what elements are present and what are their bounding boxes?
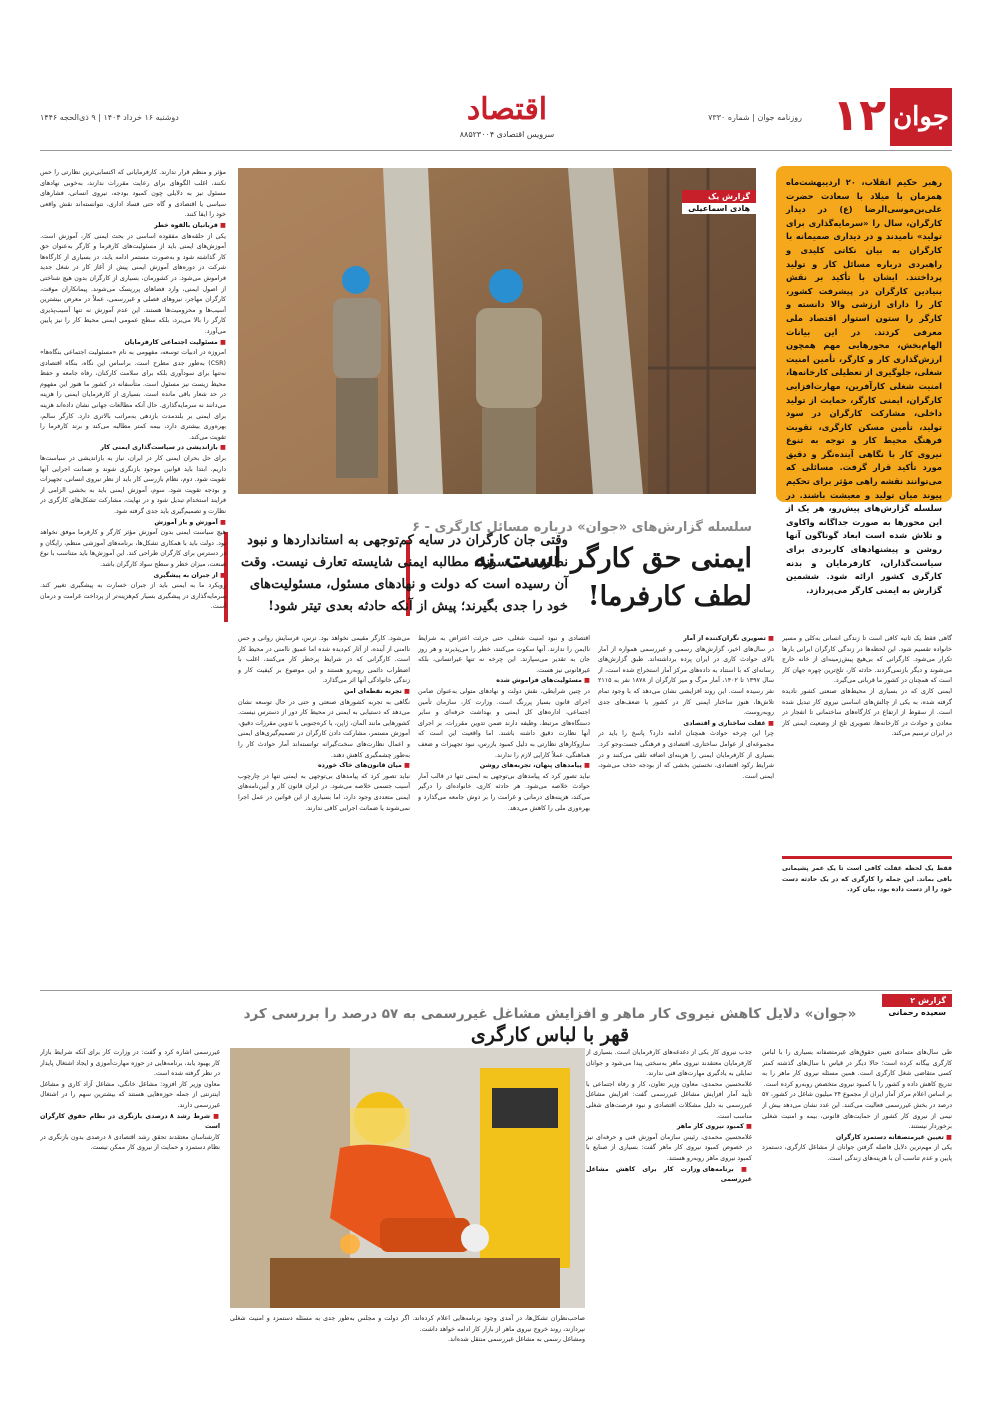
- paragraph: غلامحسین محمدی، رئیس سازمان آموزش فنی و حرفه‌ای نیز در خصوص کمبود نیروی کار ماهر گفت: بسیاری از صنایع با کمبود نیروی ماهر روبه‌رو هستند.: [586, 1133, 752, 1162]
- welder-photo-illustration: [230, 1048, 585, 1308]
- intro-box-text: رهبر حکیم انقلاب، ۲۰ اردیبهشت‌ماه همزمان با میلاد با سعادت حضرت علی‌بن‌موسی‌الرضا (ع) در دیدار کارگران، سال را «سرمایه‌گذاری برای تولید» نامیدند و در دیداری صمیمانه با کارگران به بیان نکاتی کلیدی و راهبردی درباره مسائل کار و تولید پرداختند. ایشان با تأکید بر نقش بنیادین کارگران در پیشرفت کشور، کار را دارای ارزشی والا دانسته و کارگر را ستون استوار اقتصاد ملی معرفی کردند. در این بیانات الهام‌بخش، محورهایی مهم همچون ارزش‌گذاری کار و کارگر، تأمین امنیت شغلی، جلوگیری از تعطیلی کارخانه‌ها، امنیت شغلی کارآفرین، مهارت‌افزایی کارگران، ایمنی کارگر، حمایت از تولید داخلی، مشارکت کارگران در سود تولید، تأمین مسکن کارگری، تقویت فرهنگ محیط کار و توجه به تنوع نیروی کار با نگاهی آینده‌نگر و دقیق مورد تأکید قرار گرفت. مسائلی که می‌توانند نقشه راهی مؤثر برای تحکیم پیوند میان تولید و معیشت باشند. در سلسله گزارش‌های پیش‌رو، هر یک از این محورها به صورت جداگانه واکاوی و تلاش شده است ابعاد گوناگون آنها روشن و پیشنهادهای کاربردی برای سیاست‌گذاران، کارفرمایان و بدنه کارگری کشور ارائه شود. ششمین گزارش به ایمنی کارگر می‌پردازد.: [786, 177, 942, 595]
- report1-lead: وقتی جان کارگران در سایه کم‌توجهی به استانداردها و نبود نظارت می‌سوزد، مطالبه ایمنی شایسته تعارف نیست. وقت آن رسیده است که دولت و نهادهای مسئول، مسئولیت‌های خود را جدی بگیرند؛ پیش از آنکه حادثه بعدی تیتر شود!: [241, 533, 568, 614]
- header-rule: [40, 150, 952, 151]
- subheading: ■ میان قانون‌های خاک خورده: [238, 761, 410, 772]
- welder-photo: [230, 1048, 585, 1308]
- paragraph: طی سال‌های متمادی تعیین حقوق‌های غیرمتصفانه بسیاری را با لباس کارگری بیگانه کرده است؛ حالا دیگر در قیاس با سال‌های گذشته کمتر کسی متقاضی شغل کارگری است. همین مسئله نیروی کار ماهر را به تدریج کاهش داده و کشور را با کمبود نیروی متخصص روبه‌رو کرده است.: [762, 1049, 952, 1088]
- subheading: ■ مسئولیت‌های فراموش شده: [418, 676, 590, 687]
- workers-photo: [238, 168, 756, 494]
- paragraph: غیررسمی اشاره کرد و گفت: در وزارت کار برای آنکه شرایط بازار کار بهبود یابد، برنامه‌هایی در حوزه مهارت‌آموزی و ایجاد اشتغال پایدار در نظر گرفته شده است.: [40, 1049, 220, 1078]
- report2-headline: قهر با لباس کارگری: [470, 1024, 630, 1046]
- paragraph: صاحب‌نظران تشکل‌ها، در آمدی وجود برنامه‌هایی اعلام کرده‌اند. اگر دولت و مجلس به‌طور جدی به مسئله دستمزد و امنیت شغلی نپردازند، روند خروج نیروی ماهر از بازار کار ادامه خواهد داشت.: [230, 1315, 585, 1333]
- paragraph: گاهی فقط یک ثانیه کافی است تا زندگی انسانی به‌کلی و مسیر خانواده تقسیم شود. این لحظه‌ها در زندگی کارگران ایرانی بارها تکرار می‌شود. کارگرانی که بی‌هیچ پیش‌زمینه‌ای از خانه خارج می‌شوند و دیگر بازنمی‌گردند. حادثه کار، تلخ‌ترین چهره جهان کار است که همچنان در کشور ما قربانی می‌گیرد.: [782, 635, 952, 685]
- paragraph: جذب نیروی کار یکی از دغدغه‌های کارفرمایان است. بسیاری از کارفرمایان معتقدند نیروی ماهر به‌سختی پیدا می‌شود و جوانان تمایلی به یادگیری مهارت‌های فنی ندارند.: [586, 1049, 752, 1078]
- r2-column-mid-right: [586, 1048, 752, 1378]
- paragraph: یکی از حلقه‌های مفقوده اساسی در بحث ایمنی کار، آموزش است. آموزش‌های ایمنی باید از مسئولیت‌های کارفرما و کارگر به‌عنوان حق کار گذاشته شود و به‌صورت مستمر ادامه یابد، در بسیاری از کارگاه‌ها شرکت در دوره‌های آموزش ایمنی پیش از آغاز کار در شغل جدید فراموش می‌شود. در کشورمان، بسیاری از کارگران بدون هیچ شناختی از اصول ایمنی، وارد فضاهای پرریسک می‌شوند. پیمانکاران موقت، کارگران مهاجر، نیروهای فصلی و غیررسمی، عملاً در معرض بیشترین آسیب‌ها و محرومیت‌ها هستند. این عدم آموزش نه تنها آسیب‌پذیری کارگر را بالا می‌برد، بلکه سطح عمومی ایمنی محیط کار را نیز پایین می‌آورد.: [40, 232, 226, 335]
- masthead: [40, 88, 952, 146]
- bottom-right-note: فقط یک لحظه غفلت کافی است تا یک عمر پشیمانی باقی بماند. این جمله را کارگری که در یک حادثه دست خود را از دست داده بود، بیان کرد.: [782, 865, 952, 894]
- paragraph: برای حل بحران ایمنی کار در ایران، نیاز به بازاندیشی در سیاست‌ها داریم. ابتدا باید قوانین موجود بازنگری شوند و ضمانت اجرایی آنها تقویت شود. دوم، نظام بازرسی کار باید از نظر نیروی انسانی، تجهیزات و بودجه تقویت شود. سوم، آموزش ایمنی باید به بخشی الزامی از فرایند استخدام تبدیل شود و در نهایت، مشارکت تشکل‌های کارگری در نظارت و تصمیم‌گیری باید جدی گرفته شود.: [40, 455, 226, 515]
- date-line: دوشنبه ۱۶ خرداد ۱۴۰۴ | ۹ ذی‌الحجه ۱۴۴۶: [40, 113, 179, 122]
- paragraph: امروزه در ادبیات توسعه، مفهومی به نام «مسئولیت اجتماعی بنگاه‌ها» (CSR) به‌طور جدی مطرح است. براساس این نگاه، بنگاه اقتصادی نه‌تنها برای سودآوری بلکه برای سلامت کارکنان، رفاه جامعه و حفظ محیط زیست نیز مسئول است. متأسفانه در کشور ما هنوز این مفهوم در حد شعار باقی مانده است. بسیاری از کارفرمایان ایمنی را هزینه می‌دانند نه سرمایه‌گذاری. حال آنکه مطالعات جهانی نشان داده‌اند هزینه برای ایمنی بر بلندمدت بازدهی به‌مراتب بالاتری دارد. کارگر سالم، بهره‌وری بیشتری دارد، بیمه کمتر مطالبه می‌کند و برند کارفرما را تقویت می‌کند.: [40, 349, 226, 441]
- subheading: ■ مسئولیت اجتماعی کارفرمایان: [40, 338, 226, 349]
- section-title: اقتصاد: [466, 92, 548, 127]
- report2-series: «جوان» دلایل کاهش نیروی کار ماهر و افزایش مشاغل غیررسمی به ۵۷ درصد را بررسی کرد: [243, 1006, 857, 1022]
- subheading: ■ برنامه‌های وزارت کار برای کاهش مشاغل غیررسمی: [586, 1165, 752, 1186]
- subheading: ■ قربانیان بالقوه خطر: [40, 221, 226, 232]
- paragraph: یکی از مهم‌ترین دلایل فاصله گرفتن جوانان از مشاغل کارگری، دستمزد پایین و عدم تناسب آن با هزینه‌های زندگی است.: [762, 1144, 952, 1162]
- paragraph: نباید تصور کرد که پیامدهای بی‌توجهی به ایمنی تنها در چارچوب آسیب جسمی خلاصه می‌شود. در ایران قانون کار و آیین‌نامه‌های ایمنی متعددی وجود دارد، اما بسیاری از این قوانین در عمل اجرا نمی‌شوند یا ضمانت اجرایی کافی ندارند.: [238, 772, 410, 812]
- paragraph: مؤثر و منظم قرار ندارند. کارفرمایانی که اکتسابی‌ترین نظارتی را حس نکنند، اغلب الگوهای برای رعایت مقررات ندارند، به‌خوبی نهادهای مسئول نیز به دلایلی چون کمبود بودجه، نیروی انسانی، فشارهای سیاسی یا اقتصادی و گاه حتی فساد اداری، نتوانسته‌اند نقش واقعی خود را ایفا کنند.: [40, 169, 226, 219]
- paragraph: چرا این چرخه حوادث همچنان ادامه دارد؟ پاسخ را باید در مجموعه‌ای از عوامل ساختاری، اقتصادی و فرهنگی جست‌وجو کرد. بسیاری از کارفرمایان ایمنی را هزینه‌ای اضافه تلقی می‌کنند و در شرایط رکود اقتصادی، نخستین بخشی که از بودجه حذف می‌شود، ایمنی است.: [598, 730, 774, 780]
- r2-column-right: [762, 1048, 952, 1378]
- report2-reporter: سعیده رحمانی: [882, 1007, 952, 1018]
- report1-series: سلسله گزارش‌های «جوان» درباره مسائل کارگری - ۶: [412, 520, 752, 535]
- column-right: [782, 634, 952, 854]
- note-divider: [782, 856, 952, 859]
- report1-byline: [682, 190, 756, 214]
- paragraph: بر اساس اعلام مرکز آمار ایران از مجموع ۲۴ میلیون شاغل در کشور، ۵۷ درصد در بخش غیررسمی فعالیت می‌کنند. این عدد نشان می‌دهد بیش از نیمی از نیروی کار کشور از حمایت‌های قانونی، بیمه و امنیت شغلی برخوردار نیستند.: [762, 1091, 952, 1131]
- service-line: سرویس اقتصادی ۸۸۵۲۳۰۰۴: [459, 130, 555, 139]
- intro-box: [776, 166, 952, 595]
- paragraph: غلامحسین محمدی، معاون وزیر تعاون، کار و رفاه اجتماعی با تأیید آمار افزایش مشاغل غیررسمی گفت: افزایش مشاغل غیررسمی به دلیل مشکلات اقتصادی و نبود فرصت‌های شغلی مناسب است.: [586, 1080, 752, 1120]
- report1-tag: گزارش یک: [682, 190, 756, 203]
- report1-headline: ایمنی حق کارگر است نه لطف کارفرما!: [473, 543, 752, 612]
- paragraph: ایمنی کاری که در بسیاری از محیط‌های صنعتی کشور نادیده گرفته شده، به یکی از چالش‌های اساسی نیروی کار تبدیل شده است. از سقوط از ارتفاع در کارگاه‌های ساختمانی تا انفجار در معادن و حوادث در کارخانه‌ها، تصویری تلخ از وضعیت ایمنی کار در ایران ترسیم می‌کند.: [782, 687, 952, 738]
- subheading: ■ از جبران به پیشگیری: [40, 571, 226, 582]
- issue-line: روزنامه جوان | شماره ۷۳۳۰: [708, 113, 802, 122]
- paragraph: معاون وزیر کار افزود: مشاغل خانگی، مشاغل آزاد کاری و مشاغل اینترنتی از جمله حوزه‌هایی هستند که بیشترین سهم را در اشتغال غیررسمی دارند.: [40, 1080, 220, 1109]
- workers-photo-illustration: [238, 168, 756, 494]
- subheading: ■ پیامدهای پنهان، تجربه‌های روشن: [418, 761, 590, 772]
- paragraph: رویکرد ما به ایمنی باید از جبران خسارت به پیشگیری تغییر کند. سرمایه‌گذاری در پیشگیری بسیار کم‌هزینه‌تر از پرداخت غرامت و درمان است.: [40, 582, 226, 611]
- subheading: ■ تصویری نگران‌کننده از آمار: [598, 634, 774, 645]
- column-mid-b: [418, 634, 590, 980]
- subheading: ■ تعیین غیرمتصفانه دستمزد کارگران: [762, 1133, 952, 1144]
- subheading: ■ آموزش و باز آموزش: [40, 518, 226, 529]
- paragraph: ومشاغل رسمی به مشاغل غیررسمی منتقل شده‌اند.: [447, 1336, 585, 1344]
- paragraph: نباید تصور کرد که پیامدهای بی‌توجهی به ایمنی تنها در قالب آمار حوادث خلاصه می‌شود. هر حادثه کاری، خانواده‌ای را درگیر می‌کند، هزینه‌های درمانی و غرامت را بر دوش جامعه می‌گذارد و بهره‌وری ملی را کاهش می‌دهد.: [418, 772, 590, 812]
- paragraph: نگاهی به تجربه کشورهای صنعتی و حتی در حال توسعه نشان می‌دهد که دستیابی به ایمنی در محیط کار دور از دسترس نیست. کشورهایی مانند آلمان، ژاپن، یا کره‌جنوبی با تدوین مقررات دقیق، آموزش مستمر، مشارکت دادن کارگران در تصمیم‌گیری‌های ایمنی و اعمال نظارت‌های سخت‌گیرانه توانسته‌اند آمار حوادث کار را به‌طور چشمگیری کاهش دهند.: [238, 698, 410, 759]
- report2-tag: گزارش ۲: [882, 994, 952, 1007]
- paragraph: اقتصادی و نبود امنیت شغلی، حتی جرئت اعتراض به شرایط ناایمن را ندارند. آنها سکوت می‌کنند، خطر را می‌پذیرند و هر روز جان به تقدیر می‌سپارند. این چرخه نه تنها غیرانسانی، بلکه غیرقانونی نیز هست.: [418, 635, 590, 674]
- column-mid-c: [598, 634, 774, 980]
- paragraph: در سال‌های اخیر، گزارش‌های رسمی و غیررسمی همواره از آمار بالای حوادث کاری در ایران پرده برداشته‌اند. طبق گزارش‌های رسانه‌ای که با استناد به داده‌های مرکز آمار استخراج شده است، از سال ۱۳۹۷ تا ۱۴۰۲، آمار مرگ و میر کارگران از ۱۸۷۸ نفر به ۲۱۱۵ نفر رسیده است. این روند افزایشی نشان می‌دهد که با وجود تمام تلاش‌ها، هنوز ساختار ایمنی کار در کشور با ضعف‌های جدی روبه‌روست.: [598, 645, 774, 717]
- paragraph: هیچ سیاست ایمنی بدون آموزش مؤثر کارگر و کارفرما موفق نخواهد بود. دولت باید با همکاری تشکل‌ها، برنامه‌های آموزشی منظم، رایگان و در دسترس برای کارگران طراحی کند. این آموزش‌ها باید متناسب با نوع صنعت، میزان خطر و سطح سواد کارگران باشد.: [40, 529, 226, 568]
- r2-column-left: [40, 1048, 220, 1378]
- section-divider: [40, 990, 952, 991]
- column-mid-a: [238, 634, 410, 980]
- subheading: ■ بازاندیشی در سیاست‌گذاری ایمنی کار: [40, 443, 226, 454]
- report2-byline: [882, 994, 952, 1018]
- newspaper-logo: جوان: [890, 88, 952, 146]
- subheading: ■ تجربه نقطه‌ای امن: [238, 687, 410, 698]
- report1-reporter: هادی اسماعیلی: [682, 203, 756, 214]
- paragraph: کارشناسان معتقدند تحقق رشد اقتصادی ۸ درصدی بدون بازنگری در نظام دستمزد و حمایت از نیروی کار ممکن نیست.: [40, 1133, 220, 1152]
- paragraph: در چنین شرایطی، نقش دولت و نهادهای متولی به‌عنوان ضامن اجرای قانون بسیار پررنگ است. وزارت کار، سازمان تأمین اجتماعی، اداره‌های کل ایمنی و بهداشت حرفه‌ای و سایر دستگاه‌های مرتبط، وظیفه دارند ضمن تدوین مقررات، بر اجرای آنها نظارت دقیق داشته باشند. اما واقعیت این است که سازوکارهای نظارتی به دلیل کمبود بازرس، نبود تجهیزات و ضعف هماهنگی، عملاً کارایی لازم را ندارند.: [418, 687, 590, 759]
- paragraph: می‌شود. کارگر مقیمی نخواهد بود. ترس، فرسایش روانی و حس ناامنی از آینده، از آثار کم‌دیده‌ شده اما عمیق ناامنی در محیط کار است. کارگرانی که در شرایط پرخطر کار می‌کنند، اغلب با اضطراب دائمی روبه‌رو هستند و این موضوع بر کیفیت کار و زندگی خانوادگی آنها اثر می‌گذارد.: [238, 635, 410, 685]
- subheading: ■ شرط رشد ۸ درصدی بازنگری در نظام حقوق کارگران است: [40, 1112, 220, 1133]
- column-left-top: [40, 168, 226, 980]
- subheading: ■ غفلت ساختاری و اقتصادی: [598, 719, 774, 730]
- subheading: ■ کمبود نیروی کار ماهر: [586, 1122, 752, 1133]
- r2-column-mid-left: [230, 1314, 585, 1378]
- page-number: ۱۲: [832, 90, 886, 141]
